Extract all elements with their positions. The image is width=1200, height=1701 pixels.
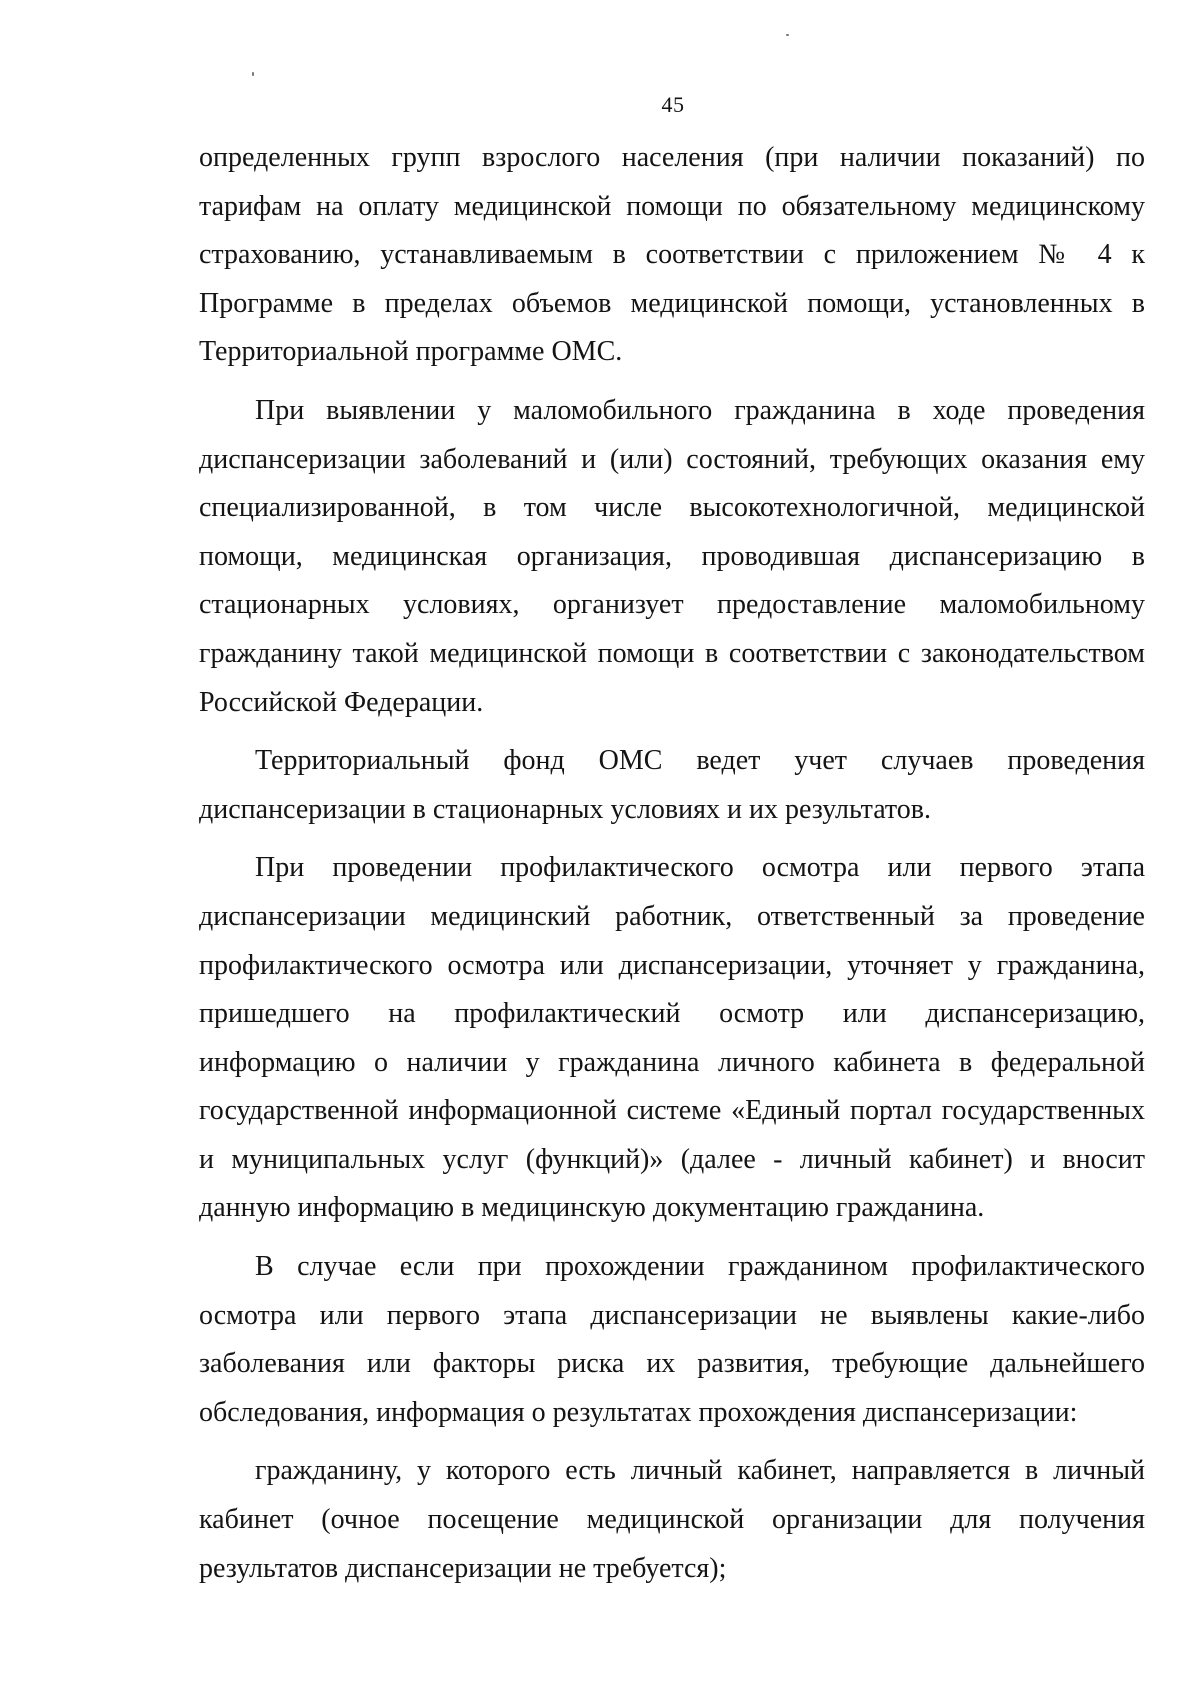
paragraph-1: определенных групп взрослого населения (при наличии показаний) по тарифам на оплату медицинской помощи по обязательному медицинскому страхованию, устанавливаемым в соответствии с приложением № 4 к Программе в пределах объемов медицинской помощи, установленных в Территориальной программе ОМС. — [199, 142, 1145, 368]
scan-speck — [786, 34, 789, 36]
paragraph-2: При выявлении у маломобильного гражданина в ходе проведения диспансеризации заболеваний и (или) состояний, требующих оказания ему специализированной, в том числе высокотехнологичной, медицинской помощи, медицинская организация, проводившая диспансеризацию в стационарных условиях, организует предоставление маломобильному гражданину такой медицинской помощи в соответствии с законодательством Российской Федерации. — [199, 394, 1145, 718]
paragraph-4: При проведении профилактического осмотра или первого этапа диспансеризации медицинский работник, ответственный за проведение профилактического осмотра или диспансеризации, уточняет у гражданина, пришедшего на профилактический осмотр или диспансеризацию, информацию о наличии у гражданина личного кабинета в федеральной государственной информационной системе «Единый портал государственных и муниципальных услуг (функций)» (далее - личный кабинет) и вносит данную информацию в медицинскую документацию гражданина. — [199, 852, 1145, 1224]
scan-speck — [252, 72, 254, 76]
page-number: 45 — [661, 92, 685, 117]
paragraph-3: Территориальный фонд ОМС ведет учет случаев проведения диспансеризации в стационарных условиях и их результатов. — [199, 745, 1145, 825]
paragraph-6: гражданину, у которого есть личный кабинет, направляется в личный кабинет (очное посещение медицинской организации для получения результатов диспансеризации не требуется); — [199, 1455, 1145, 1584]
document-body — [199, 134, 1145, 1603]
paragraph-5: В случае если при прохождении гражданином профилактического осмотра или первого этапа диспансеризации не выявлены какие-либо заболевания или факторы риска их развития, требующие дальнейшего обследования, информация о результатах прохождения диспансеризации: — [199, 1251, 1145, 1428]
